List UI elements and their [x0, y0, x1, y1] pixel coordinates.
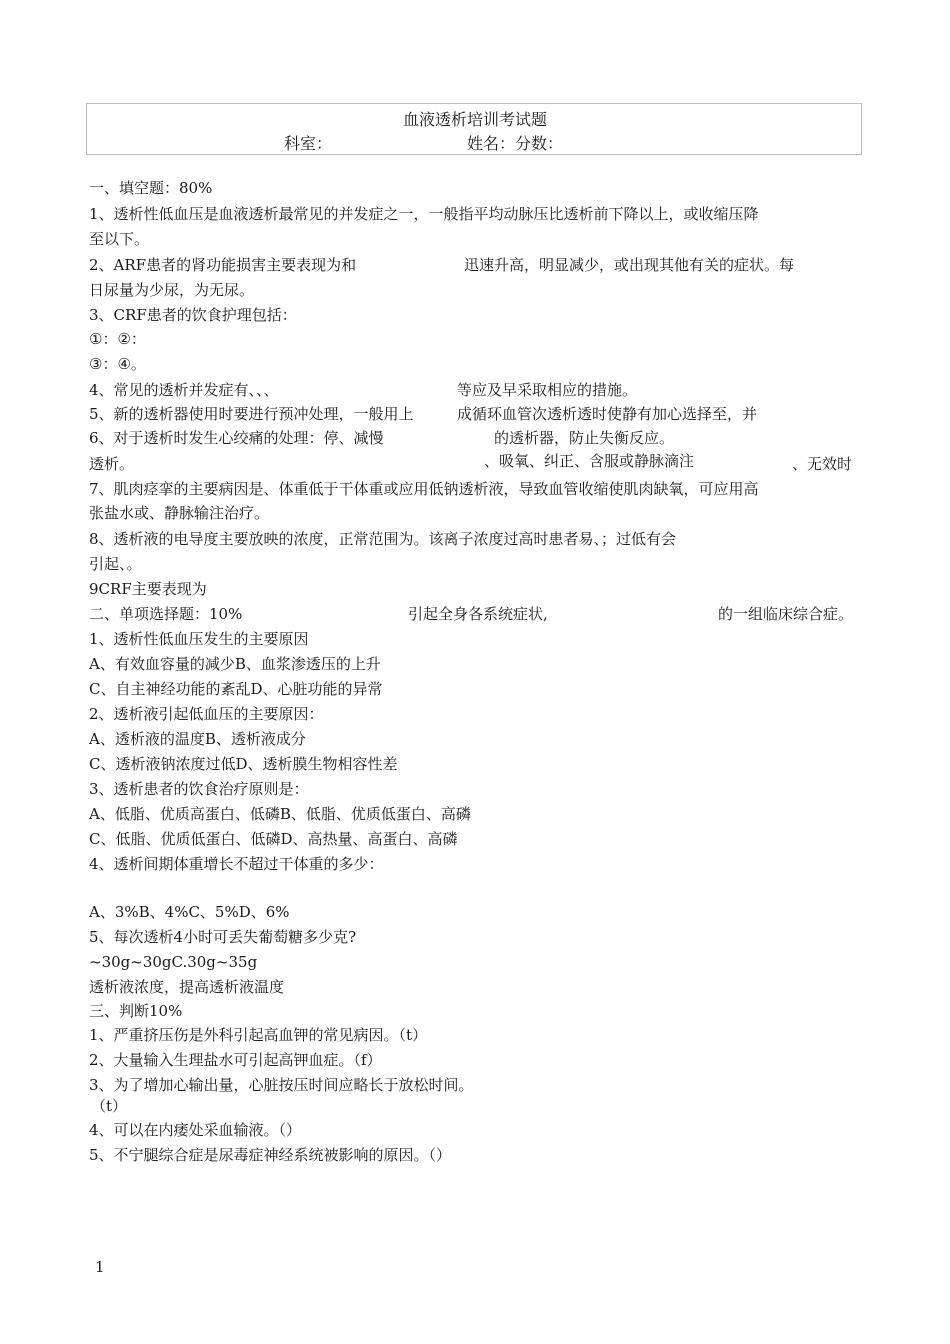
question-text: 至以下。: [89, 230, 150, 248]
question-text: 7、肌肉痉挛的主要病因是、体重低于干体重或应用低钠透析液，导致血管收缩使肌肉缺氧，可应用高: [89, 480, 759, 498]
question-text: 的透析器，防止失衡反应。: [494, 429, 675, 447]
question-text: 等应及早采取相应的措施。: [457, 381, 638, 399]
question-text: 3、CRF患者的饮食护理包括：: [89, 306, 297, 324]
question-options: C、透析液钠浓度过低D、透析膜生物相容性差: [89, 755, 398, 773]
question-text: 透析液浓度，提高透析液温度: [89, 978, 285, 996]
name-score-label: 姓名：分数：: [467, 134, 564, 153]
section-judge-heading: 三、判断10%: [89, 1002, 183, 1020]
question-options: C、自主神经功能的紊乱D、心脏功能的异常: [89, 680, 383, 698]
question-text: （t）: [91, 1097, 128, 1115]
question-text: 5、新的透析器使用时要进行预冲处理，一般用上: [89, 405, 414, 423]
section-single-heading: 二、单项选择题：10%: [89, 605, 243, 623]
question-text: 5、不宁腿综合症是尿毒症神经系统被影响的原因。（）: [89, 1146, 452, 1164]
question-options: A、有效血容量的减少B、血浆渗透压的上升: [89, 655, 381, 673]
question-text: 、吸氧、纠正、含服或静脉滴注: [484, 452, 695, 470]
question-text: 张盐水或、静脉输注治疗。: [89, 504, 270, 522]
question-options: A、透析液的温度B、透析液成分: [89, 730, 306, 748]
question-options: C、低脂、优质低蛋白、低磷D、高热量、高蛋白、高磷: [89, 830, 458, 848]
question-text: 3、透析患者的饮食治疗原则是：: [89, 780, 309, 798]
question-options: A、低脂、优质高蛋白、低磷B、低脂、优质低蛋白、高磷: [89, 805, 471, 823]
question-options: ~30g~30gC.30g~35g: [89, 953, 258, 971]
question-text: 引起全身各系统症状,: [408, 605, 548, 623]
question-text: 迅速升高，明显减少，或出现其他有关的症状。每: [464, 256, 795, 274]
question-text: 1、严重挤压伤是外科引起高血钾的常见病因。（t）: [89, 1026, 428, 1044]
exam-title: 血液透析培训考试题: [402, 110, 547, 129]
question-text: 1、透析性低血压发生的主要原因: [89, 630, 309, 648]
question-text: ③：④。: [89, 355, 146, 373]
question-text: 日尿量为少尿，为无尿。: [89, 281, 255, 299]
question-options: A、3%B、4%C、5%D、6%: [89, 903, 290, 921]
exam-header-box: [86, 103, 862, 155]
question-text: 、无效时: [792, 455, 853, 473]
page-number: 1: [95, 1258, 105, 1276]
question-text: 4、常见的透析并发症有、、、: [89, 381, 279, 399]
question-text: 9CRF主要表现为: [89, 580, 207, 598]
question-text: 透析。: [89, 455, 135, 473]
question-text: 8、透析液的电导度主要放映的浓度，正常范围为。该离子浓度过高时患者易、；过低有会: [89, 530, 677, 548]
question-text: 3、为了增加心输出量，心脏按压时间应略长于放松时间。: [89, 1076, 474, 1094]
question-text: 4、可以在内痿处采血输液。（）: [89, 1121, 302, 1139]
question-text: 成循环血管次透析透时使静有加心选择至，并: [457, 405, 758, 423]
question-text: 5、每次透析4小时可丢失葡萄糖多少克?: [89, 928, 357, 946]
question-text: 2、透析液引起低血压的主要原因：: [89, 705, 324, 723]
question-text: 1、透析性低血压是血液透析最常见的并发症之一，一般指平均动脉压比透析前下降以上，或收缩压降: [89, 205, 759, 223]
question-text: 4、透析间期体重增长不超过干体重的多少：: [89, 855, 384, 873]
question-text: 的一组临床综合症。: [718, 605, 854, 623]
question-text: 2、ARF患者的肾功能损害主要表现为和: [89, 256, 357, 274]
department-label: 科室：: [284, 134, 333, 153]
question-text: 6、对于透析时发生心绞痛的处理：停、减慢: [89, 429, 384, 447]
question-text: ①：②：: [89, 330, 146, 348]
question-text: 引起、。: [89, 555, 142, 573]
section-fill-heading: 一、填空题：80%: [89, 179, 213, 197]
question-text: 2、大量输入生理盐水可引起高钾血症。（f）: [89, 1051, 382, 1069]
